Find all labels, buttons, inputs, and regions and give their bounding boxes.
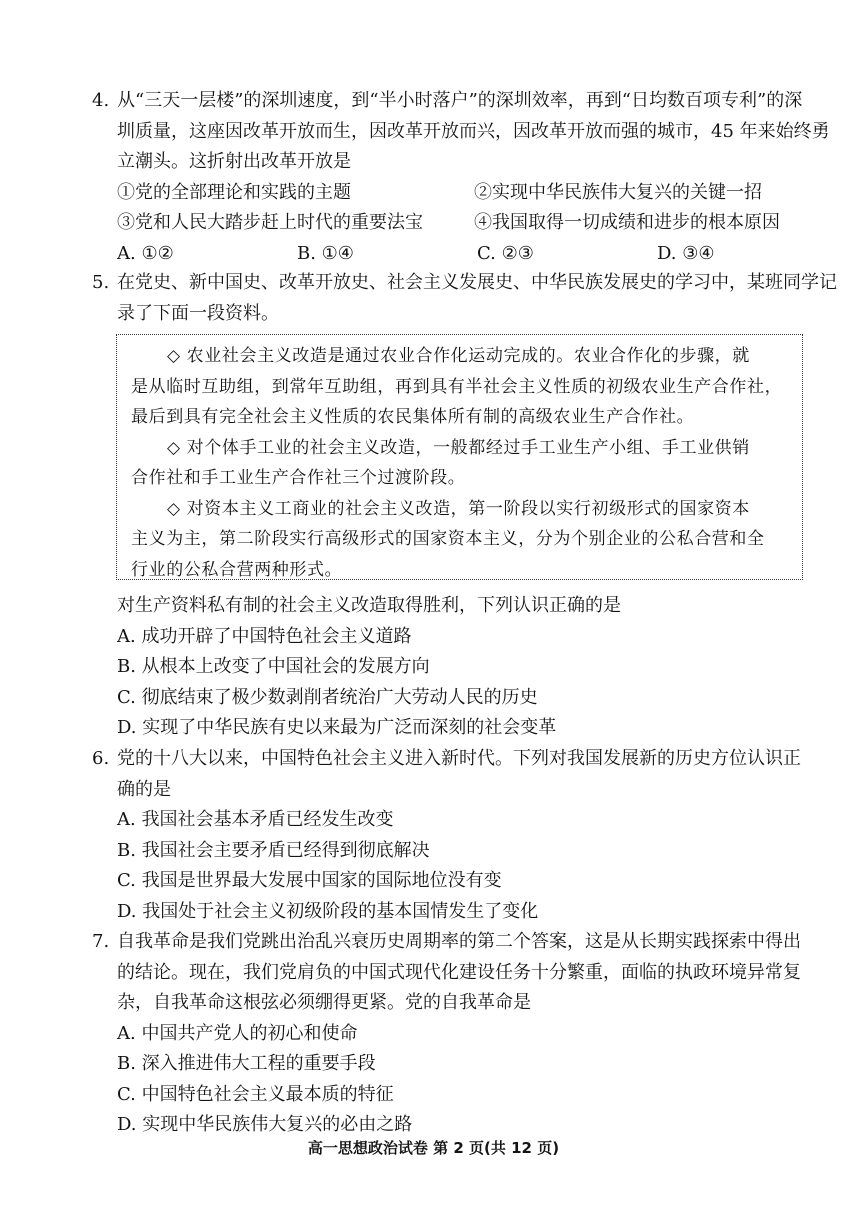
statement-4: ④我国取得一切成绩和进步的根本原因 bbox=[474, 212, 780, 233]
material-line: ◇ 农业社会主义改造是通过农业合作化运动完成的。农业合作化的步骤，就 bbox=[167, 346, 750, 366]
statement-2: ②实现中华民族伟大复兴的关键一招 bbox=[474, 181, 762, 203]
option-c: C. 中国特色社会主义最本质的特征 bbox=[117, 1083, 394, 1105]
question-stem-line: 杂，自我革命这根弦必须绷得更紧。党的自我革命是 bbox=[117, 992, 531, 1013]
option-b: B. 我国社会主要矛盾已经得到彻底解决 bbox=[117, 839, 430, 861]
question-number: 7. bbox=[92, 931, 110, 952]
question-stem-line: 在党史、新中国史、改革开放史、社会主义发展史、中华民族发展史的学习中，某班同学记 bbox=[117, 272, 837, 293]
option-a: A. 成功开辟了中国特色社会主义道路 bbox=[117, 625, 412, 647]
option-a: A. ①② bbox=[117, 242, 174, 264]
question-number: 4. bbox=[92, 90, 110, 111]
statement-3: ③党和人民大踏步赶上时代的重要法宝 bbox=[117, 212, 423, 233]
question-stem-line: 立潮头。这折射出改革开放是 bbox=[117, 151, 351, 172]
question-stem-line: 圳质量，这座因改革开放而生，因改革开放而兴，因改革开放而强的城市，45 年来始终勇 bbox=[117, 120, 830, 142]
material-line: ◇ 对资本主义工商业的社会主义改造，第一阶段以实行初级形式的国家资本 bbox=[167, 498, 750, 519]
question-stem-line: 从“三天一层楼”的深圳速度，到“半小时落户”的深圳效率，再到“日均数百项专利”的深 bbox=[117, 90, 803, 111]
question-prompt: 对生产资料私有制的社会主义改造取得胜利，下列认识正确的是 bbox=[117, 595, 621, 616]
question-5-prompt bbox=[92, 591, 810, 744]
option-c: C. ②③ bbox=[477, 242, 534, 264]
question-number: 6. bbox=[92, 748, 110, 769]
material-line: 主义为主，第二阶段实行高级形式的国家资本主义，分为个别企业的公私合营和全 bbox=[131, 529, 765, 549]
page-footer: 高一思想政治试卷 第 2 页(共 12 页) bbox=[307, 1139, 560, 1157]
material-line: ◇ 对个体手工业的社会主义改造，一般都经过手工业生产小组、手工业供销 bbox=[167, 437, 750, 458]
material-line: 最后到具有完全社会主义性质的农民集体所有制的高级农业生产合作社。 bbox=[131, 407, 695, 427]
option-c: C. 彻底结束了极少数剥削者统治广大劳动人民的历史 bbox=[117, 686, 538, 708]
question-number: 5. bbox=[92, 272, 110, 293]
question-7 bbox=[92, 927, 810, 1141]
question-stem-line: 录了下面一段资料。 bbox=[117, 302, 279, 324]
option-d: D. 我国处于社会主义初级阶段的基本国情发生了变化 bbox=[117, 900, 539, 922]
question-stem-line: 的结论。现在，我们党肩负的中国式现代化建设任务十分繁重，面临的执政环境异常复 bbox=[117, 961, 801, 983]
question-stem-line: 自我革命是我们党跳出治乱兴衰历史周期率的第二个答案，这是从长期实践探索中得出 bbox=[117, 931, 801, 952]
question-stem-line: 确的是 bbox=[117, 778, 171, 800]
material-line: 是从临时互助组，到常年互助组，再到具有半社会主义性质的初级农业生产合作社， bbox=[131, 376, 783, 397]
option-d: D. 实现了中华民族有史以来最为广泛而深刻的社会变革 bbox=[117, 717, 557, 738]
material-line: 行业的公私合营两种形式。 bbox=[131, 559, 343, 580]
option-b: B. 从根本上改变了中国社会的发展方向 bbox=[117, 656, 430, 677]
option-a: A. 我国社会基本矛盾已经发生改变 bbox=[117, 809, 394, 830]
material-box bbox=[116, 334, 803, 580]
option-c: C. 我国是世界最大发展中国家的国际地位没有变 bbox=[117, 870, 502, 891]
material-line: 合作社和手工业生产合作社三个过渡阶段。 bbox=[131, 468, 466, 488]
option-a: A. 中国共产党人的初心和使命 bbox=[117, 1022, 358, 1044]
option-d: D. 实现中华民族伟大复兴的必由之路 bbox=[117, 1114, 413, 1135]
question-stem-line: 党的十八大以来，中国特色社会主义进入新时代。下列对我国发展新的历史方位认识正 bbox=[117, 748, 801, 769]
question-5 bbox=[92, 268, 837, 329]
option-b: B. 深入推进伟大工程的重要手段 bbox=[117, 1053, 376, 1074]
option-b: B. ①④ bbox=[297, 242, 354, 264]
question-6 bbox=[92, 744, 810, 927]
question-4 bbox=[92, 86, 830, 269]
statement-1: ①党的全部理论和实践的主题 bbox=[117, 181, 351, 203]
option-d: D. ③④ bbox=[657, 242, 715, 264]
